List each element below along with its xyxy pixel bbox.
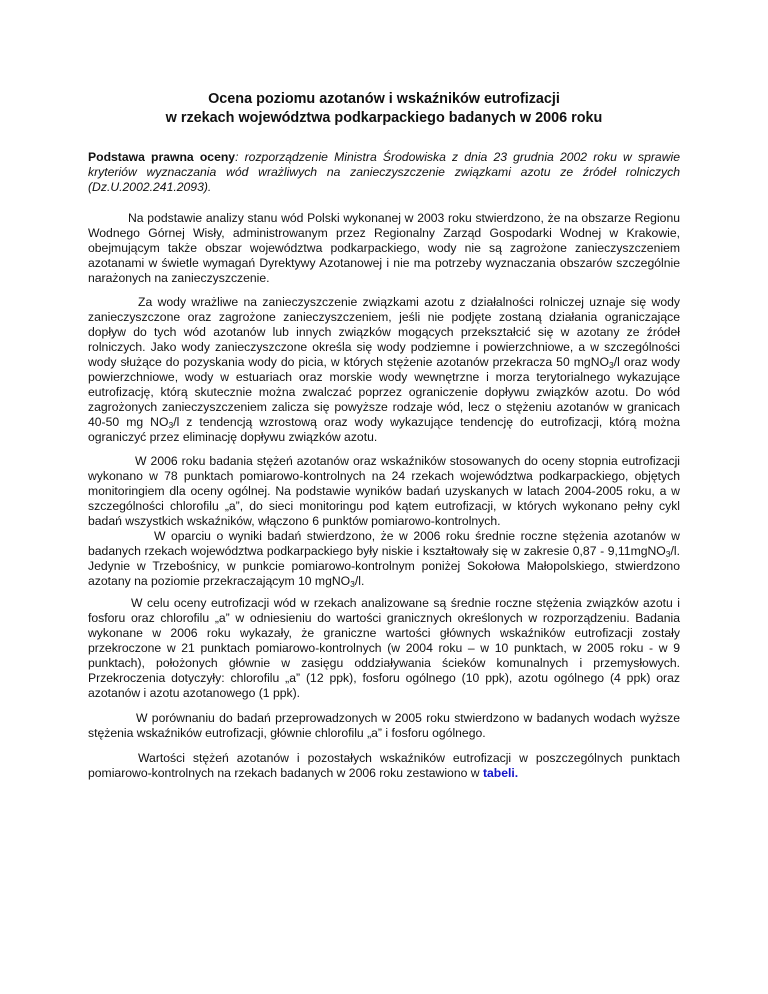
- subscript-3: 3: [665, 549, 671, 559]
- paragraph-research-2006: W 2006 roku badania stężeń azotanów oraz wskaźników stosowanych do oceny stopnia eutrofizacji wykonano w 78 punktach pomiarowo-kontrolnych na 24 rzekach województwa podkarpackiego, objętych monitoringiem dla oceny ogólnej. Na podstawie wyników badań uzyskanych w latach 2004-2005 roku, a w szczególności chlorofilu „a”, do sieci monitoringu pod kątem eutrofizacji, w których wykonano pełny cykl badań wszystkich wskaźników, włączono 6 punktów pomiarowo-kontrolnych.: [88, 454, 680, 528]
- paragraph-table-reference-text: Wartości stężeń azotanów i pozostałych wskaźników eutrofizacji w poszczególnych punktach pomiarowo-kontrolnych na rzekach badanych w 2006 roku zestawiono w: [88, 751, 680, 780]
- paragraph-eutrophication-assessment: W celu oceny eutrofizacji wód w rzekach analizowane są średnie roczne stężenia związków azotu i fosforu oraz chlorofilu „a” w odniesieniu do wartości granicznych określonych w rozporządzeniu. Badania wykonane w 2006 roku wykazały, że graniczne wartości głównych wskaźników eutrofizacji zostały przekroczone w 21 punktach pomiarowo-kontrolnych (w 2004 roku – w 10 punktach, w 2005 roku - w 9 punktach), położonych głównie w zasięgu oddziaływania ścieków komunalnych i przemysłowych. Przekroczenia dotyczyły: chlorofilu „a” (12 ppk), fosforu ogólnego (10 ppk), azotu ogólnego (4 ppk) oraz azotanów i azotu azotanowego (1 ppk).: [88, 596, 680, 700]
- subscript-3: 3: [608, 360, 614, 370]
- paragraph-table-reference: [88, 751, 680, 781]
- paragraph-nitrate-results-part-1: W oparciu o wyniki badań stwierdzono, że w 2006 roku średnie roczne stężenia azotanów w badanych rzekach województwa podkarpackiego były niskie i kształtowały się w zakresie 0,87 - 9,11mgNO: [88, 529, 680, 558]
- paragraph-definitions-part-2: /l oraz wody powierzchniowe, wody w estuariach oraz morskie wody wewnętrzne i morza terytorialnego wykazujące eutrofizację, którą skutecznie można zwalczać poprzez ograniczenie dopływu związków azotu. Do wód zagrożonych zanieczyszczeniem zalicza się powyższe rodzaje wód, lecz o stężeniu azotanów w granicach 40-50 mg NO: [88, 355, 681, 429]
- subscript-3: 3: [350, 579, 355, 589]
- paragraph-nitrate-results-part-3: /l.: [354, 574, 365, 588]
- title-line-1: Ocena poziomu azotanów i wskaźników eutrofizacji: [208, 91, 560, 107]
- legal-basis-label: Podstawa prawna oceny: [88, 150, 236, 164]
- legal-basis-text: : rozporządzenie Ministra Środowiska z dnia 23 grudnia 2002 roku w sprawie kryteriów wyznaczania wód wrażliwych na zanieczyszczenie związkami azotu ze źródeł rolniczych (Dz.U.2002.241.2093).: [88, 150, 680, 194]
- subscript-3: 3: [168, 420, 174, 430]
- paragraph-definitions-part-1: Za wody wrażliwe na zanieczyszczenie związkami azotu z działalności rolniczej uznaje się wody zanieczyszczone oraz zagrożone zanieczyszczeniem, jeśli nie podjęte zostaną działania ograniczające dopływ do tych wód azotanów lub innych związków mogących przekształcić się w azotany ze źródeł rolniczych. Jako wody zanieczyszczone określa się wody podziemne i powierzchniowe, a w szczególności wody służące do pozyskania wody do picia, w których stężenie azotanów przekracza 50 mgNO: [88, 295, 680, 369]
- paragraph-analysis: Na podstawie analizy stanu wód Polski wykonanej w 2003 roku stwierdzono, że na obszarze Regionu Wodnego Górnej Wisły, administrowanym przez Regionalny Zarząd Gospodarki Wodnej w Krakowie, obejmującym także obszar województwa podkarpackiego, wody nie są zagrożone zanieczyszczeniem azotanami w świetle wymagań Dyrektywy Azotanowej i nie ma potrzeby wyznaczania obszarów szczególnie narażonych na zanieczyszczenie.: [88, 211, 680, 285]
- document-page: [88, 90, 680, 789]
- paragraph-definitions-part-3: /l z tendencją wzrostową oraz wody wykazujące tendencję do eutrofizacji, którą można ograniczyć przez eliminację dopływu związków azotu.: [88, 415, 681, 444]
- paragraph-nitrate-results: [88, 529, 680, 589]
- page-title: [88, 90, 680, 128]
- paragraph-nitrate-results-part-2: /l. Jedynie w Trzebośnicy, w punkcie pomiarowo-kontrolnym poniżej Sokołowa Małopolskiego, stwierdzono azotany na poziomie przekraczającym 10 mgNO: [88, 544, 680, 588]
- legal-basis: [88, 150, 680, 195]
- paragraph-definitions: [88, 295, 680, 445]
- paragraph-comparison-2005: W porównaniu do badań przeprowadzonych w 2005 roku stwierdzono w badanych wodach wyższe stężenia wskaźników eutrofizacji, głównie chlorofilu „a” i fosforu ogólnego.: [88, 711, 680, 740]
- table-link[interactable]: tabeli.: [482, 766, 519, 780]
- title-line-2: w rzekach województwa podkarpackiego badanych w 2006 roku: [165, 110, 603, 126]
